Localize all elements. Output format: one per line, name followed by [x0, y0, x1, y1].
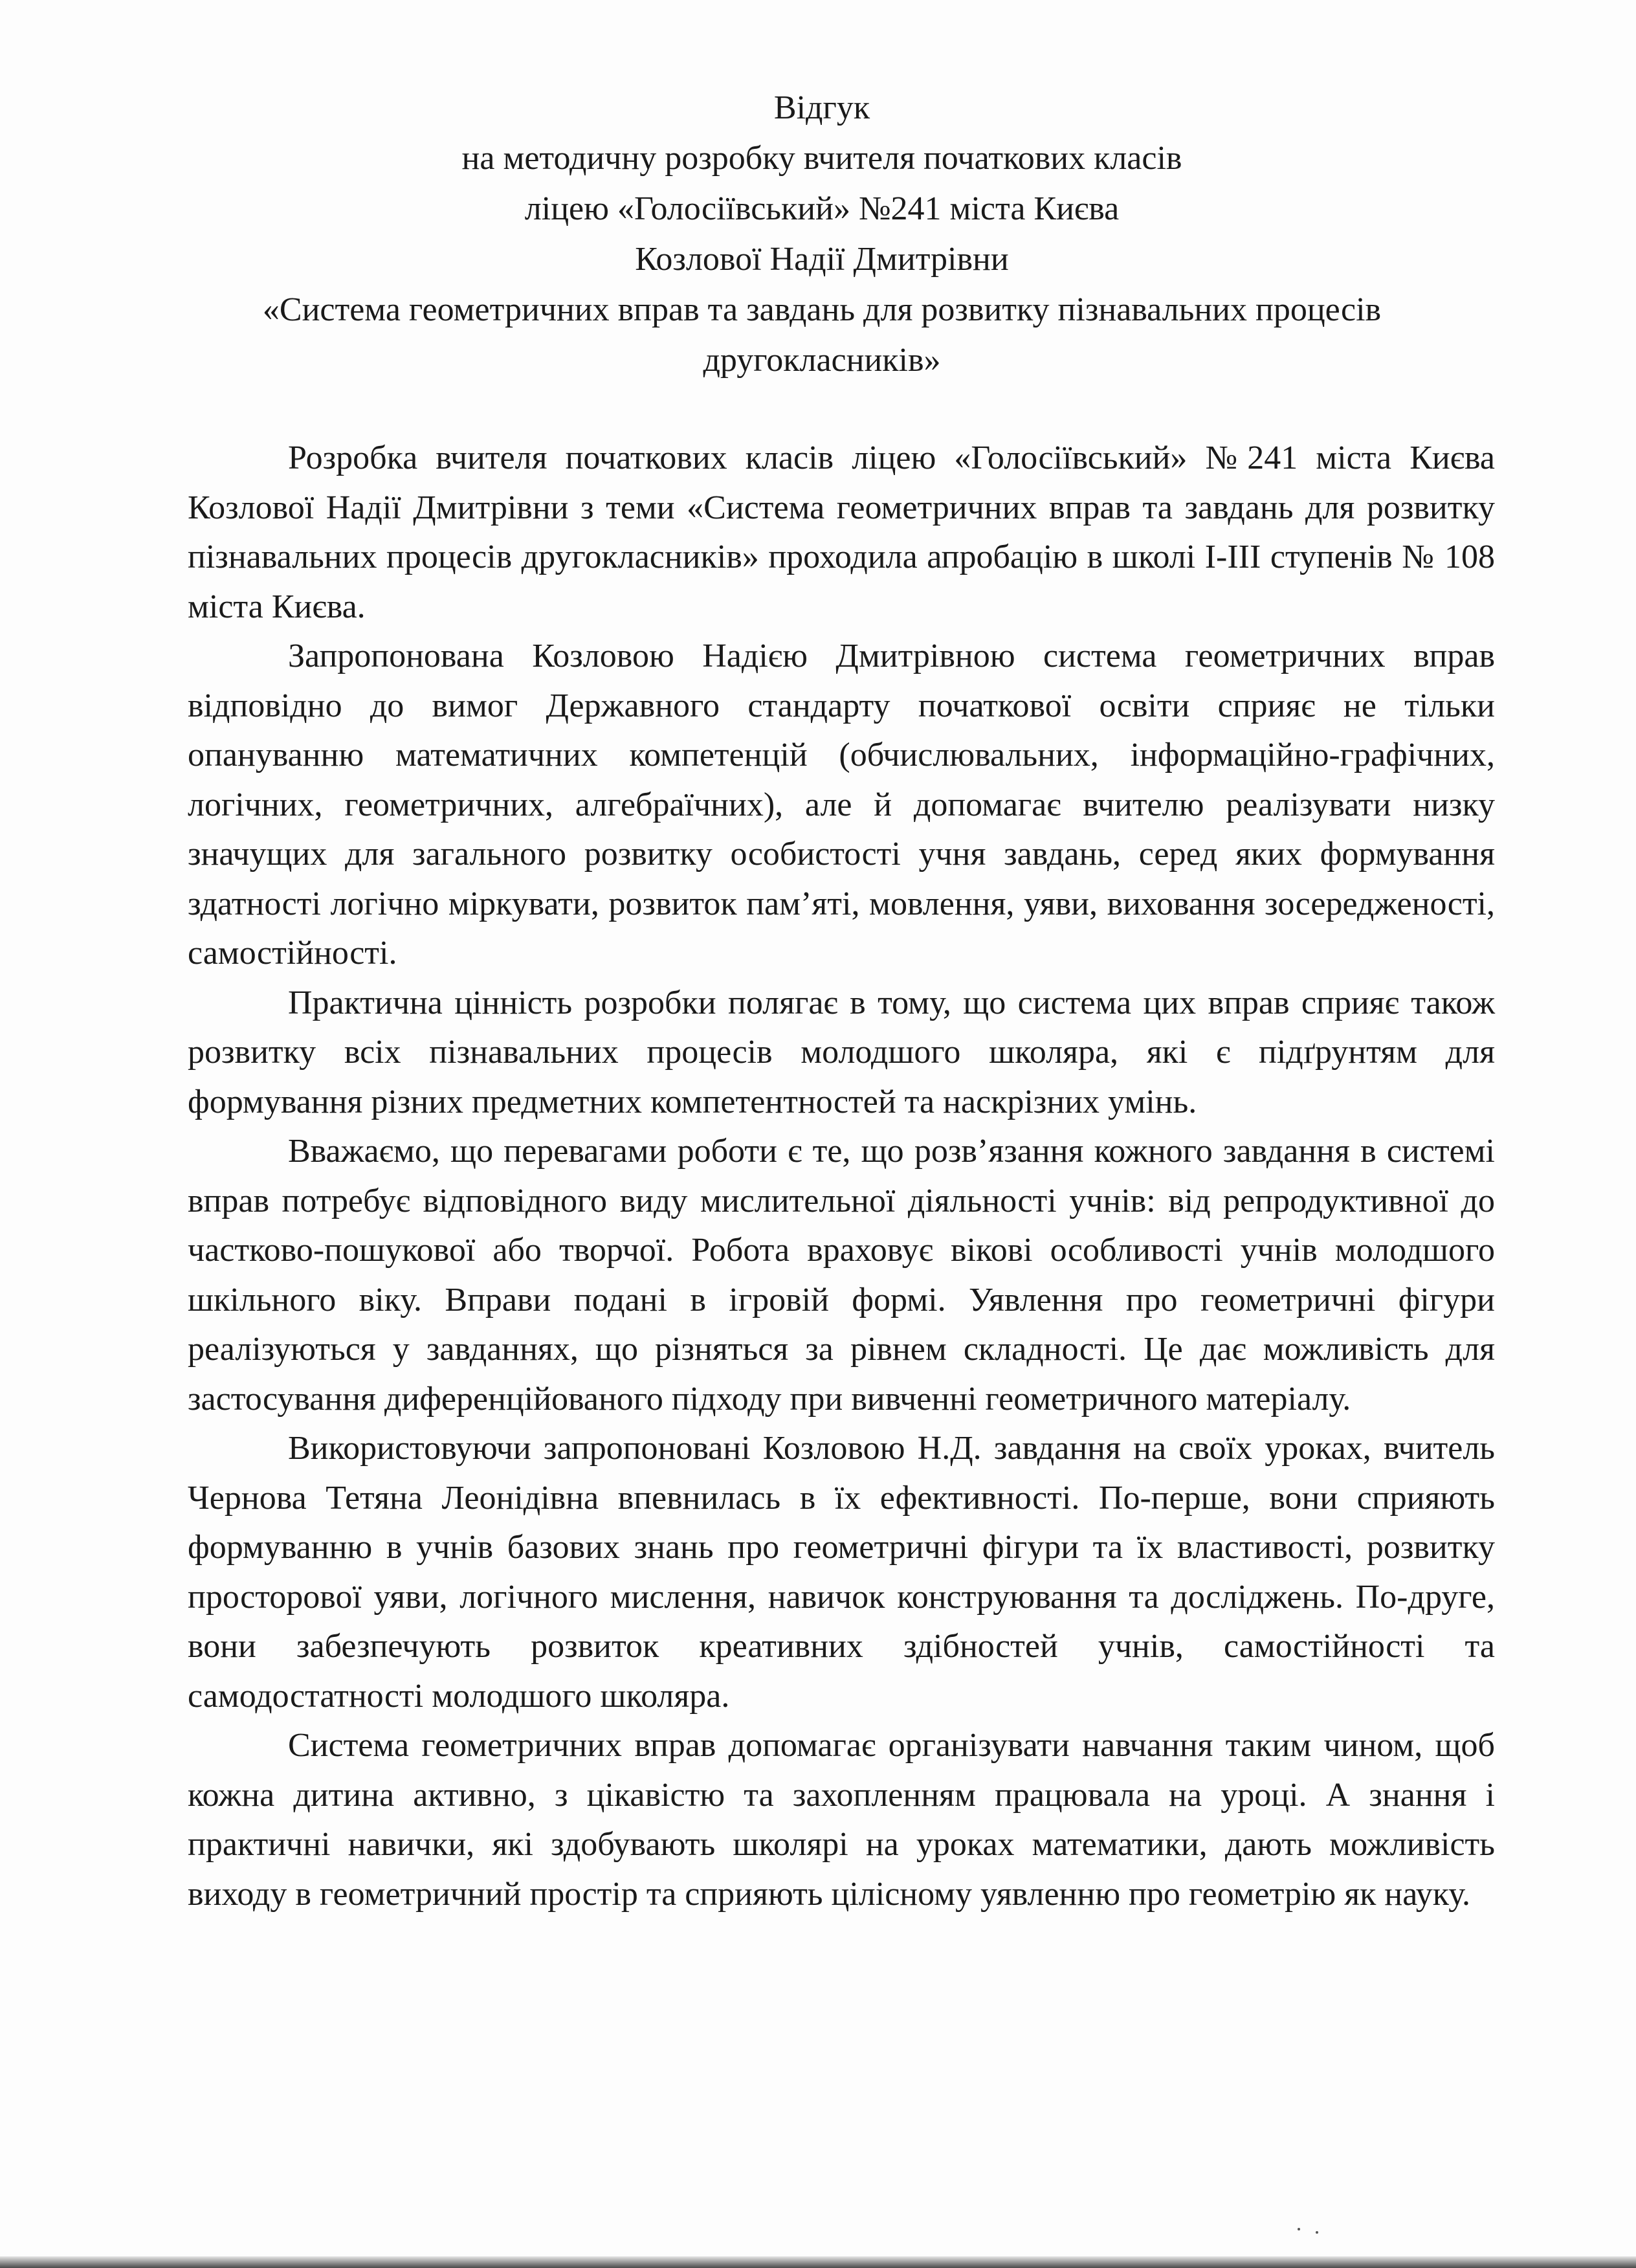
header-author-line: Козлової Надії Дмитрівни: [635, 241, 1009, 278]
document-title: Відгук: [773, 89, 870, 126]
header-subject-line: на методичну розробку вчителя початкових класів: [461, 140, 1182, 177]
paragraph-advantages: Вважаємо, що перевагами роботи є те, що розв’язання кожного завдання в системі вправ потребує відповідного виду мислительної діяльності учнів: від репродуктивної до частково-пошукової або творчої. Робота враховує вікові особливості учнів молодшого шкільного віку. Вправи подані в ігровій формі. Уявлення про геометричні фігури реалізуються у завданнях, що різняться за рівнем складності. Це дає можливість для застосування диференційованого підходу при вивченні геометричного матеріалу.: [188, 1133, 1495, 1418]
header-topic-line: «Система геометричних вправ та завдань для розвитку пізнавальних процесів: [262, 291, 1382, 328]
scan-speck: [1316, 2231, 1318, 2234]
header-school-line: ліцею «Голосіївський» №241 міста Києва: [524, 190, 1120, 227]
paragraph-effectiveness: Використовуючи запропоновані Козловою Н.Д. завдання на своїх уроках, вчитель Чернова Тетяна Леонідівна впевнилась в їх ефективності. По-перше, вони сприяють формуванню в учнів базових знань про геометричні фігури та їх властивості, розвитку просторової уяви, логічного мислення, навичок конструювання та досліджень. По-друге, вони забезпечують розвиток креативних здібностей учнів, самостійності та самодостатності молодшого школяра.: [188, 1430, 1495, 1715]
paragraph-practical-value: Практична цінність розробки полягає в тому, що система цих вправ сприяє також розвитку всіх пізнавальних процесів молодшого школяра, які є підґрунтям для формування різних предметних компетентностей та наскрізних умінь.: [188, 984, 1495, 1120]
scan-bottom-edge: [0, 2256, 1636, 2268]
document-body: [188, 434, 1495, 1919]
paragraph-conclusion: Система геометричних вправ допомагає організувати навчання таким чином, щоб кожна дитина активно, з цікавістю та захопленням працювала на уроці. А знання і практичні навички, які здобувають школярі на уроках математики, дають можливість виходу в геометричний простір та сприяють цілісному уявленню про геометрію як науку.: [188, 1727, 1495, 1913]
paragraph-approbation: Розробка вчителя початкових класів ліцею «Голосіївський» №241 міста Києва Козлової Надії Дмитрівни з теми «Система геометричних вправ та завдань для розвитку пізнавальних процесів другокласників» проходила апробацію в школі І-ІІІ ступенів № 108 міста Києва.: [188, 439, 1495, 625]
scan-speck: [1298, 2228, 1300, 2230]
document-header: [168, 83, 1476, 386]
header-topic-line-continued: другокласників»: [703, 342, 941, 379]
paragraph-competencies: Запропонована Козловою Надією Дмитрівною система геометричних вправ відповідно до вимог Державного стандарту початкової освіти сприяє не тільки опануванню математичних компетенцій (обчислювальних, інформаційно-графічних, логічних, геометричних, алгебраїчних), але й допомагає вчителю реалізувати низку значущих для загального розвитку особистості учня завдань, серед яких формування здатності логічно міркувати, розвиток пам’яті, мовлення, уяви, виховання зосередженості, самостійності.: [188, 638, 1495, 972]
